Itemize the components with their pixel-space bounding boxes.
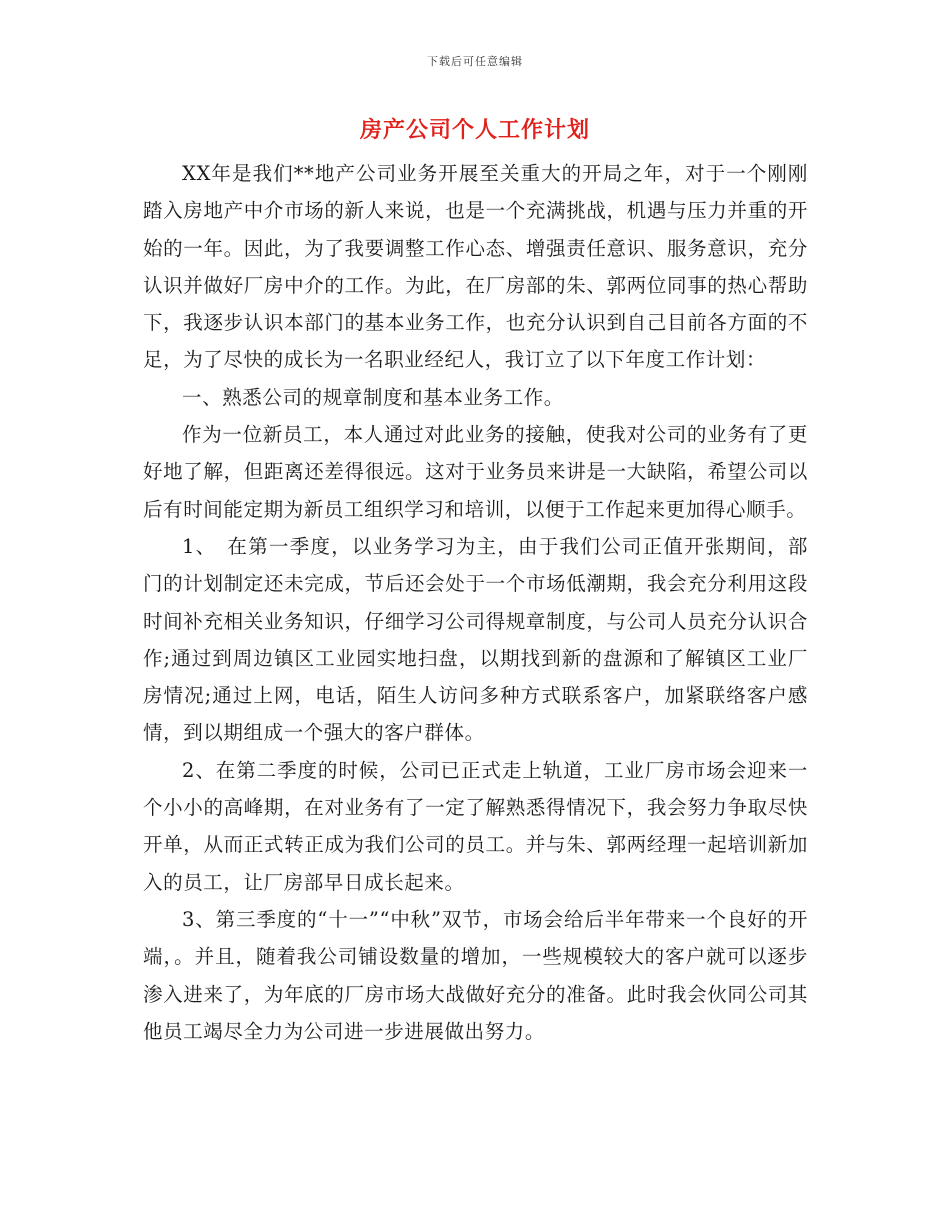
paragraph-q1: 1、 在第一季度，以业务学习为主，由于我们公司正值开张期间，部门的计划制定还未完成，节后还会处于一个市场低潮期，我会充分利用这段时间补充相关业务知识，仔细学习公司得规章制度，与公司人员充分认识合作;通过到周边镇区工业园实地扫盘，以期找到新的盘源和了解镇区工业厂房情况;通过上网，电话，陌生人访问多种方式联系客户，加紧联络客户感情，到以期组成一个强大的客户群体。 — [143, 534, 808, 745]
paragraph-q3: 3、第三季度的“十一”“中秋”双节，市场会给后半年带来一个良好的开端，。并且，随着我公司铺设数量的增加，一些规模较大的客户就可以逐步渗入进来了，为年底的厂房市场大战做好充分的准备。此时我会伙同公司其他员工竭尽全力为公司进一步进展做出努力。 — [143, 907, 808, 1043]
paragraph-intro: XX年是我们**地产公司业务开展至关重大的开局之年，对于一个刚刚踏入房地产中介市场的新人来说，也是一个充满挑战，机遇与压力并重的开始的一年。因此，为了我要调整工作心态、增强责任意识、服务意识，充分认识并做好厂房中介的工作。为此，在厂房部的朱、郭两位同事的热心帮助下，我逐步认识本部门的基本业务工作，也充分认识到自己目前各方面的不足，为了尽快的成长为一名职业经纪人，我订立了以下年度工作计划： — [143, 162, 808, 372]
paragraph-section-1: 作为一位新员工，本人通过对此业务的接触，使我对公司的业务有了更好地了解，但距离还差得很远。这对于业务员来讲是一大缺陷，希望公司以后有时间能定期为新员工组织学习和培训，以便于工作起来更加得心顺手。 — [143, 423, 808, 521]
header-note: 下载后可任意编辑 — [427, 55, 523, 68]
section-heading-1: 一、熟悉公司的规章制度和基本业务工作。 — [182, 385, 564, 409]
document-body — [143, 155, 808, 1050]
paragraph-q2: 2、在第二季度的时候，公司已正式走上轨道，工业厂房市场会迎来一个小小的高峰期，在对业务有了一定了解熟悉得情况下，我会努力争取尽快开单，从而正式转正成为我们公司的员工。并与朱、郭两经理一起培训新加入的员工，让厂房部早日成长起来。 — [143, 758, 808, 894]
document-title: 房产公司个人工作计划 — [359, 117, 590, 143]
